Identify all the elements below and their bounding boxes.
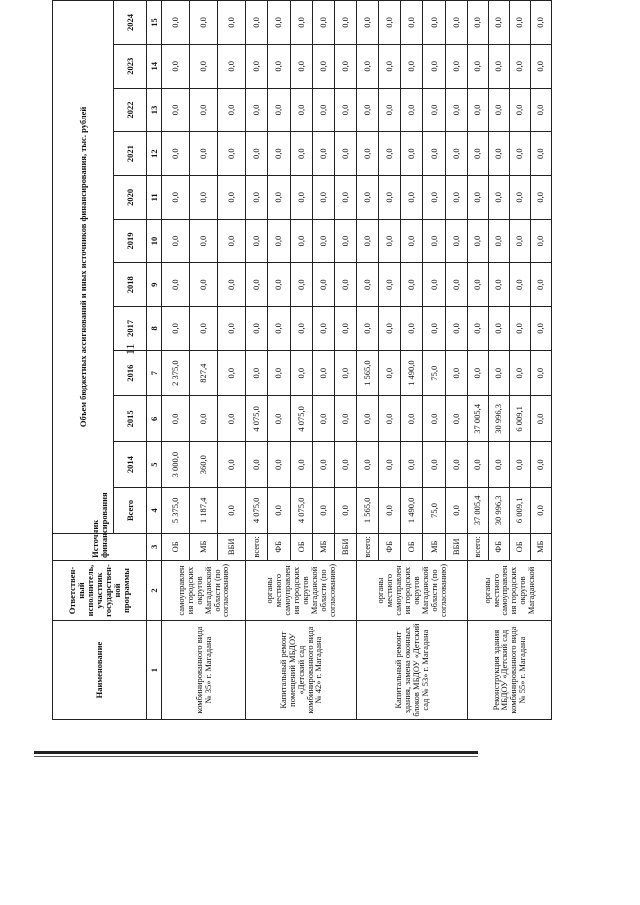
header-volume: Объем бюджетных ассигнований и иных источников финансирования, тыс. рублей	[53, 1, 114, 534]
year-value-cell: 0,0	[530, 132, 551, 176]
column-number-row	[147, 1, 162, 720]
year-value-cell: 0,0	[162, 1, 190, 45]
year-value-cell: 0,0	[334, 44, 356, 88]
year-value-cell: 0,0	[290, 1, 312, 45]
year-value-cell: 0,0	[268, 219, 290, 263]
year-value-cell: 0,0	[467, 175, 488, 219]
year-value-cell: 0,0	[290, 263, 312, 307]
year-value-cell: 0,0	[356, 219, 378, 263]
year-value-cell: 0,0	[312, 88, 334, 132]
source-cell: ВБИ	[445, 533, 467, 560]
column-number: 3	[147, 533, 162, 560]
year-value-cell: 0,0	[401, 263, 423, 307]
column-number: 8	[147, 307, 162, 351]
year-value-cell: 0,0	[423, 263, 445, 307]
year-value-cell: 0,0	[334, 175, 356, 219]
total-cell: 0,0	[312, 488, 334, 534]
table-body	[162, 1, 552, 720]
total-cell: 4 075,0	[246, 488, 268, 534]
year-value-cell: 0,0	[334, 132, 356, 176]
year-value-cell: 0,0	[334, 1, 356, 45]
year-value-cell: 0,0	[290, 219, 312, 263]
year-value-cell: 0,0	[312, 307, 334, 351]
year-value-cell: 0,0	[423, 88, 445, 132]
source-cell: ФБ	[379, 533, 401, 560]
header-year: 2019	[114, 219, 147, 263]
budget-table	[52, 0, 552, 720]
year-value-cell: 0,0	[190, 307, 218, 351]
year-value-cell: 0,0	[190, 219, 218, 263]
total-cell: 0,0	[218, 488, 246, 534]
year-value-cell: 0,0	[334, 396, 356, 442]
source-cell: ВБИ	[218, 533, 246, 560]
year-value-cell: 0,0	[162, 219, 190, 263]
total-cell: 37 005,4	[467, 488, 488, 534]
year-value-cell: 0,0	[379, 175, 401, 219]
year-value-cell: 0,0	[445, 442, 467, 488]
year-value-cell: 0,0	[268, 396, 290, 442]
header-year: 2022	[114, 88, 147, 132]
footnote-rule-thin	[34, 756, 478, 757]
executor-cell: органы местного самоуправлен ия городских округов Магаданской	[467, 560, 551, 620]
year-value-cell: 0,0	[356, 442, 378, 488]
year-value-cell: 0,0	[379, 396, 401, 442]
year-value-cell: 0,0	[488, 1, 509, 45]
year-value-cell: 0,0	[290, 88, 312, 132]
year-value-cell: 0,0	[445, 44, 467, 88]
rotated-table-container	[52, 0, 552, 720]
footnote-rule	[34, 751, 478, 754]
year-value-cell: 0,0	[356, 44, 378, 88]
total-cell: 6 009,1	[509, 488, 530, 534]
table-row	[467, 1, 488, 720]
year-value-cell: 0,0	[290, 44, 312, 88]
executor-cell: самоуправлен ия городских округов Магаданской области (по согласованию)	[162, 560, 246, 620]
year-value-cell: 0,0	[401, 219, 423, 263]
year-value-cell: 0,0	[334, 307, 356, 351]
year-value-cell: 0,0	[467, 442, 488, 488]
column-number: 14	[147, 44, 162, 88]
year-value-cell: 0,0	[356, 132, 378, 176]
year-value-cell: 0,0	[530, 219, 551, 263]
page-number: 11	[123, 343, 137, 355]
year-value-cell: 0,0	[268, 175, 290, 219]
year-value-cell: 0,0	[530, 442, 551, 488]
year-value-cell: 0,0	[488, 442, 509, 488]
source-cell: ОБ	[162, 533, 190, 560]
program-name-cell: комбинированного вида № 35» г. Магадана	[162, 621, 246, 720]
header-source: Источник финансирования	[53, 533, 147, 560]
year-value-cell: 827,4	[190, 350, 218, 396]
source-cell: ОБ	[509, 533, 530, 560]
year-value-cell: 0,0	[246, 263, 268, 307]
total-cell: 0,0	[379, 488, 401, 534]
year-value-cell: 0,0	[467, 307, 488, 351]
year-value-cell: 0,0	[290, 442, 312, 488]
column-number: 2	[147, 560, 162, 620]
executor-cell: органы местного самоуправлен ия городских округов Магаданской области (по согласованию)	[356, 560, 467, 620]
year-value-cell: 0,0	[445, 175, 467, 219]
total-cell: 1 490,0	[401, 488, 423, 534]
table-row	[246, 1, 268, 720]
year-value-cell: 0,0	[423, 396, 445, 442]
source-cell: ОБ	[401, 533, 423, 560]
year-value-cell: 0,0	[401, 1, 423, 45]
year-value-cell: 0,0	[423, 219, 445, 263]
total-cell: 30 996,3	[488, 488, 509, 534]
year-value-cell: 0,0	[379, 1, 401, 45]
year-value-cell: 0,0	[488, 132, 509, 176]
year-value-cell: 0,0	[246, 132, 268, 176]
year-value-cell: 0,0	[218, 396, 246, 442]
source-cell: МБ	[423, 533, 445, 560]
year-value-cell: 0,0	[334, 219, 356, 263]
year-value-cell: 0,0	[268, 442, 290, 488]
year-value-cell: 0,0	[509, 307, 530, 351]
year-value-cell: 0,0	[190, 88, 218, 132]
total-cell: 4 075,0	[290, 488, 312, 534]
year-value-cell: 2 375,0	[162, 350, 190, 396]
year-value-cell: 0,0	[268, 132, 290, 176]
year-value-cell: 0,0	[190, 44, 218, 88]
year-value-cell: 0,0	[467, 44, 488, 88]
column-number: 11	[147, 175, 162, 219]
header-name: Наименование	[53, 621, 147, 720]
year-value-cell: 0,0	[401, 132, 423, 176]
year-value-cell: 0,0	[356, 175, 378, 219]
year-value-cell: 0,0	[509, 88, 530, 132]
total-cell: 75,0	[423, 488, 445, 534]
year-value-cell: 0,0	[423, 307, 445, 351]
year-value-cell: 0,0	[423, 175, 445, 219]
year-value-cell: 0,0	[218, 350, 246, 396]
year-value-cell: 0,0	[190, 132, 218, 176]
year-value-cell: 0,0	[290, 350, 312, 396]
header-executor: Ответствен-ный исполнитель, участник государствен-ной программы	[53, 560, 147, 620]
year-value-cell: 0,0	[509, 350, 530, 396]
year-value-cell: 0,0	[379, 132, 401, 176]
year-value-cell: 0,0	[268, 263, 290, 307]
year-value-cell: 0,0	[334, 88, 356, 132]
year-value-cell: 0,0	[401, 175, 423, 219]
source-cell: МБ	[312, 533, 334, 560]
year-value-cell: 0,0	[445, 219, 467, 263]
year-value-cell: 0,0	[467, 219, 488, 263]
year-value-cell: 0,0	[509, 44, 530, 88]
year-value-cell: 0,0	[312, 442, 334, 488]
year-value-cell: 0,0	[246, 88, 268, 132]
year-value-cell: 0,0	[312, 44, 334, 88]
year-value-cell: 0,0	[530, 307, 551, 351]
year-value-cell: 0,0	[190, 263, 218, 307]
column-number: 4	[147, 488, 162, 534]
header-year: 2016	[114, 350, 147, 396]
year-value-cell: 0,0	[218, 219, 246, 263]
year-value-cell: 0,0	[467, 88, 488, 132]
year-value-cell: 0,0	[488, 175, 509, 219]
column-number: 6	[147, 396, 162, 442]
program-name-cell: Капитальный ремонт помещений МБДОУ «Детский сад комбинированного вида № 42» г. Магадана	[246, 621, 357, 720]
year-value-cell: 0,0	[509, 442, 530, 488]
year-value-cell: 0,0	[190, 396, 218, 442]
total-cell: 0,0	[445, 488, 467, 534]
header-year: 2018	[114, 263, 147, 307]
year-value-cell: 0,0	[162, 396, 190, 442]
source-cell: ФБ	[268, 533, 290, 560]
year-value-cell: 0,0	[467, 132, 488, 176]
year-value-cell: 0,0	[379, 307, 401, 351]
year-value-cell: 0,0	[379, 263, 401, 307]
year-value-cell: 0,0	[445, 307, 467, 351]
year-value-cell: 0,0	[401, 88, 423, 132]
year-value-cell: 0,0	[162, 263, 190, 307]
year-value-cell: 0,0	[401, 44, 423, 88]
year-value-cell: 0,0	[445, 88, 467, 132]
year-value-cell: 0,0	[488, 263, 509, 307]
year-value-cell: 0,0	[379, 350, 401, 396]
year-value-cell: 0,0	[423, 44, 445, 88]
total-cell: 1 187,4	[190, 488, 218, 534]
year-value-cell: 0,0	[162, 88, 190, 132]
year-value-cell: 0,0	[334, 442, 356, 488]
year-value-cell: 6 009,1	[509, 396, 530, 442]
source-cell: всего:	[246, 533, 268, 560]
column-number: 9	[147, 263, 162, 307]
year-value-cell: 0,0	[190, 175, 218, 219]
source-cell: ФБ	[488, 533, 509, 560]
year-value-cell: 0,0	[312, 396, 334, 442]
year-value-cell: 0,0	[268, 44, 290, 88]
year-value-cell: 4 075,0	[246, 396, 268, 442]
header-year: 2021	[114, 132, 147, 176]
year-value-cell: 0,0	[218, 44, 246, 88]
year-value-cell: 0,0	[356, 263, 378, 307]
year-value-cell: 0,0	[218, 263, 246, 307]
column-number: 1	[147, 621, 162, 720]
total-cell: 1 565,0	[356, 488, 378, 534]
year-value-cell: 0,0	[401, 442, 423, 488]
year-value-cell: 0,0	[509, 263, 530, 307]
column-number: 7	[147, 350, 162, 396]
year-value-cell: 0,0	[246, 307, 268, 351]
year-value-cell: 0,0	[467, 1, 488, 45]
year-value-cell: 37 005,4	[467, 396, 488, 442]
year-value-cell: 0,0	[530, 396, 551, 442]
year-value-cell: 0,0	[190, 1, 218, 45]
header-total: Всего	[114, 488, 147, 534]
year-value-cell: 0,0	[488, 350, 509, 396]
year-value-cell: 1 565,0	[356, 350, 378, 396]
column-number: 13	[147, 88, 162, 132]
year-value-cell: 0,0	[530, 44, 551, 88]
table-row	[162, 1, 190, 720]
year-value-cell: 4 075,0	[290, 396, 312, 442]
year-value-cell: 0,0	[162, 175, 190, 219]
column-number: 10	[147, 219, 162, 263]
year-value-cell: 1 490,0	[401, 350, 423, 396]
source-cell: ОБ	[290, 533, 312, 560]
year-value-cell: 0,0	[530, 263, 551, 307]
year-value-cell: 0,0	[488, 219, 509, 263]
year-value-cell: 0,0	[488, 88, 509, 132]
year-value-cell: 0,0	[530, 1, 551, 45]
year-value-cell: 0,0	[312, 1, 334, 45]
year-value-cell: 0,0	[509, 219, 530, 263]
year-value-cell: 0,0	[509, 132, 530, 176]
program-name-cell: Капитальный ремонт здания, замена оконных блоков МБДОУ «Детский сад № 53» г. Магадана	[356, 621, 467, 720]
total-cell: 5 375,0	[162, 488, 190, 534]
total-cell: 0,0	[530, 488, 551, 534]
year-value-cell: 0,0	[445, 132, 467, 176]
year-value-cell: 0,0	[509, 1, 530, 45]
year-value-cell: 0,0	[530, 88, 551, 132]
year-value-cell: 0,0	[218, 132, 246, 176]
year-value-cell: 0,0	[445, 396, 467, 442]
year-value-cell: 0,0	[218, 1, 246, 45]
year-value-cell: 0,0	[246, 44, 268, 88]
year-value-cell: 0,0	[162, 307, 190, 351]
column-number: 12	[147, 132, 162, 176]
year-value-cell: 0,0	[467, 263, 488, 307]
year-value-cell: 0,0	[509, 175, 530, 219]
year-value-cell: 0,0	[423, 132, 445, 176]
total-cell: 0,0	[334, 488, 356, 534]
year-value-cell: 0,0	[218, 442, 246, 488]
year-value-cell: 30 996,3	[488, 396, 509, 442]
year-value-cell: 0,0	[530, 175, 551, 219]
year-value-cell: 0,0	[290, 132, 312, 176]
year-value-cell: 0,0	[218, 88, 246, 132]
year-value-cell: 0,0	[290, 175, 312, 219]
year-value-cell: 3 000,0	[162, 442, 190, 488]
header-year: 2015	[114, 396, 147, 442]
year-value-cell: 0,0	[445, 263, 467, 307]
year-value-cell: 0,0	[268, 88, 290, 132]
column-number: 5	[147, 442, 162, 488]
year-value-cell: 0,0	[488, 307, 509, 351]
year-value-cell: 0,0	[379, 442, 401, 488]
header-year: 2023	[114, 44, 147, 88]
year-value-cell: 0,0	[246, 175, 268, 219]
year-value-cell: 75,0	[423, 350, 445, 396]
year-value-cell: 0,0	[312, 175, 334, 219]
year-value-cell: 0,0	[218, 307, 246, 351]
year-value-cell: 0,0	[488, 44, 509, 88]
year-value-cell: 0,0	[162, 44, 190, 88]
year-value-cell: 0,0	[356, 396, 378, 442]
column-number: 15	[147, 1, 162, 45]
year-value-cell: 0,0	[246, 442, 268, 488]
year-value-cell: 0,0	[312, 132, 334, 176]
year-value-cell: 0,0	[246, 1, 268, 45]
year-value-cell: 0,0	[162, 132, 190, 176]
year-value-cell: 0,0	[246, 350, 268, 396]
year-value-cell: 0,0	[334, 263, 356, 307]
year-value-cell: 0,0	[290, 307, 312, 351]
year-value-cell: 0,0	[268, 350, 290, 396]
year-value-cell: 0,0	[445, 1, 467, 45]
year-value-cell: 0,0	[401, 396, 423, 442]
header-year: 2017	[114, 307, 147, 351]
year-value-cell: 0,0	[312, 350, 334, 396]
source-cell: всего:	[467, 533, 488, 560]
total-cell: 0,0	[268, 488, 290, 534]
year-value-cell: 0,0	[379, 88, 401, 132]
year-value-cell: 0,0	[379, 44, 401, 88]
source-cell: МБ	[530, 533, 551, 560]
year-value-cell: 0,0	[423, 442, 445, 488]
year-value-cell: 0,0	[268, 1, 290, 45]
year-value-cell: 0,0	[246, 219, 268, 263]
year-value-cell: 0,0	[423, 1, 445, 45]
year-value-cell: 0,0	[268, 307, 290, 351]
year-value-cell: 0,0	[467, 350, 488, 396]
year-value-cell: 0,0	[356, 1, 378, 45]
source-cell: всего:	[356, 533, 378, 560]
year-value-cell: 0,0	[379, 219, 401, 263]
year-value-cell: 0,0	[530, 350, 551, 396]
executor-cell: органы местного самоуправлен ия городских округов Магаданской области (по согласованию)	[246, 560, 357, 620]
header-year: 2020	[114, 175, 147, 219]
program-name-cell: Реконструкция здания МБДОУ «Детский сад комбинированного вида № 55» г. Магадана	[467, 621, 551, 720]
year-value-cell: 0,0	[312, 219, 334, 263]
year-value-cell: 0,0	[445, 350, 467, 396]
year-value-cell: 0,0	[356, 307, 378, 351]
table-row	[356, 1, 378, 720]
year-value-cell: 0,0	[401, 307, 423, 351]
header-year: 2014	[114, 442, 147, 488]
header-year: 2024	[114, 1, 147, 45]
source-cell: ВБИ	[334, 533, 356, 560]
source-cell: МБ	[190, 533, 218, 560]
year-value-cell: 0,0	[312, 263, 334, 307]
year-value-cell: 360,0	[190, 442, 218, 488]
year-value-cell: 0,0	[218, 175, 246, 219]
year-value-cell: 0,0	[356, 88, 378, 132]
year-value-cell: 0,0	[334, 350, 356, 396]
